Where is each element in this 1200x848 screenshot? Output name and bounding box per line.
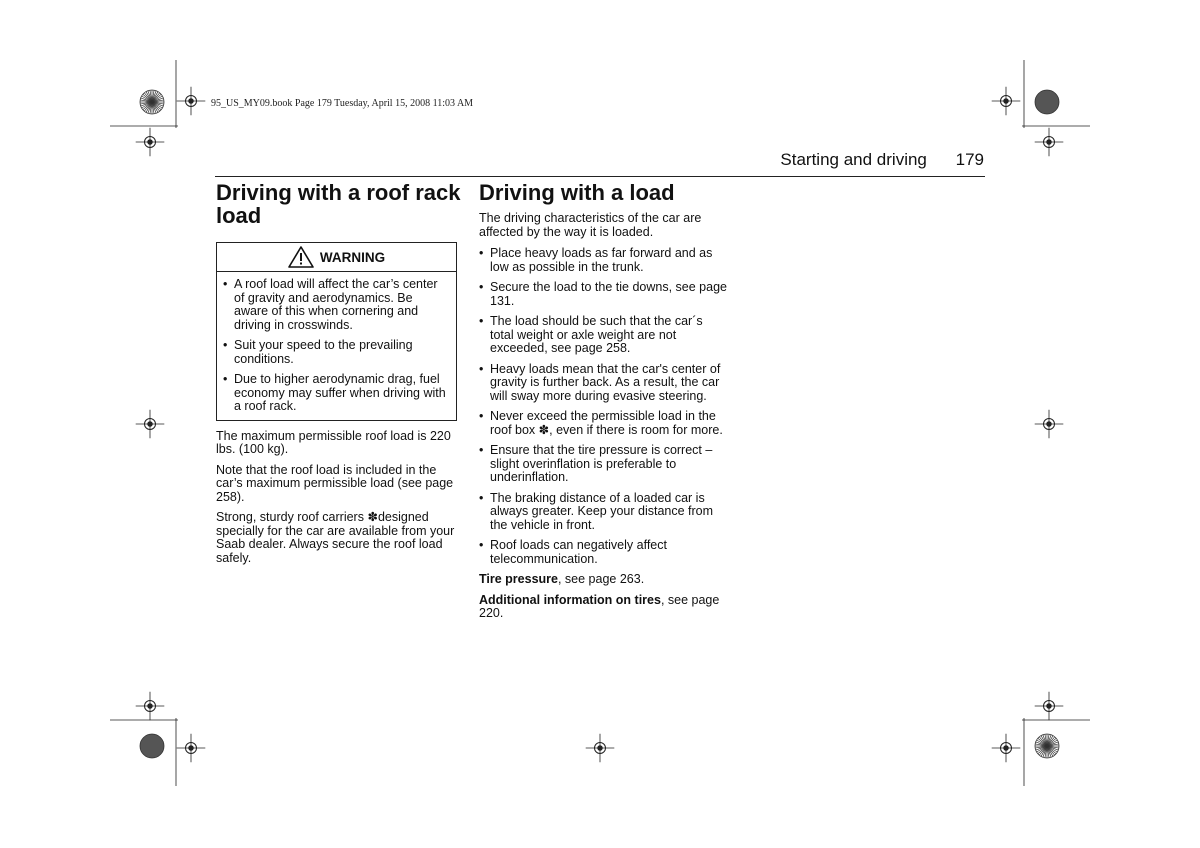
advice-text-start: Never exceed the permissible load in the roof box [490,409,716,437]
advice-item: • Ensure that the tire pressure is correct – slight overinflation is preferable to underinflation. [479,444,729,485]
right-column [479,181,729,628]
page-number: 179 [955,150,984,169]
registration-mark-icon [136,128,165,157]
roof-rack-heading: Driving with a roof rack load [216,180,461,228]
color-bar-icon [1035,734,1059,758]
registration-mark-icon [1035,128,1064,157]
registration-mark-icon [177,87,206,116]
header-rule [215,176,985,177]
additional-info-reference [479,594,729,621]
left-column [216,181,461,572]
intro-paragraph: The driving characteristics of the car are affected by the way it is loaded. [479,211,702,239]
tire-pressure-reference [479,573,729,587]
registration-mark-icon [992,87,1021,116]
advice-item [479,410,729,437]
registration-mark-icon [136,410,165,439]
max-load-paragraph: The maximum permissible roof load is 220 lbs. (100 kg). [216,428,451,456]
additional-info-page: , see page 220. [479,592,720,620]
accessory-snowflake-icon: ✽ [538,422,550,437]
warning-item: • Due to higher aerodynamic drag, fuel economy may suffer when driving with a roof rack. [223,373,448,414]
registration-mark-icon [177,734,206,763]
registration-mark-icon [586,734,615,763]
color-bar-icon [140,734,164,758]
warning-list [223,278,448,414]
warning-item: • A roof load will affect the car’s center of gravity and aerodynamics. Be aware of this when cornering and driving in crosswinds. [223,278,448,332]
advice-item: • Roof loads can negatively affect telecommunication. [479,539,729,566]
page-header [780,150,984,170]
registration-mark-icon [1035,410,1064,439]
warning-triangle-icon [288,246,314,268]
section-title: Starting and driving [780,150,927,169]
additional-info-label: Additional information on tires [479,592,661,607]
print-slug: 95_US_MY09.book Page 179 Tuesday, April 15, 2008 11:03 AM [211,98,474,109]
tire-pressure-label: Tire pressure [479,572,558,586]
advice-item: • The load should be such that the car´s total weight or axle weight are not exceeded, see page 258. [479,315,729,356]
warning-label: WARNING [319,249,386,265]
advice-item: • Place heavy loads as far forward and as low as possible in the trunk. [479,247,729,274]
driving-with-load-heading: Driving with a load [479,180,675,205]
advice-item: • The braking distance of a loaded car is always greater. Keep your distance from the vehicle in front. [479,492,729,533]
tire-pressure-page: , see page 263. [557,572,645,586]
warning-body [217,272,456,420]
roof-carriers-paragraph [216,511,461,565]
registration-mark-icon [992,734,1021,763]
warning-header [217,243,456,271]
accessory-snowflake-icon: ✽ [367,510,378,524]
warning-box [216,242,457,421]
advice-text-end: , even if there is room for more. [549,422,723,437]
color-bar-icon [140,90,164,114]
carriers-text-start: Strong, sturdy roof carriers [216,510,368,524]
advice-item: • Secure the load to the tie downs, see page 131. [479,281,729,308]
carriers-text-end: designed specially for the car are available from your Saab dealer. Always secure the roof load safely. [216,510,455,565]
advice-item: • Heavy loads mean that the car's center of gravity is further back. As a result, the car will sway more during evasive steering. [479,363,729,404]
note-paragraph: Note that the roof load is included in the car’s maximum permissible load (see page 258). [216,462,454,504]
load-advice-list [479,247,729,566]
color-bar-icon [1035,90,1059,114]
warning-item: • Suit your speed to the prevailing conditions. [223,339,448,366]
registration-mark-icon [136,692,165,721]
registration-mark-icon [1035,692,1064,721]
